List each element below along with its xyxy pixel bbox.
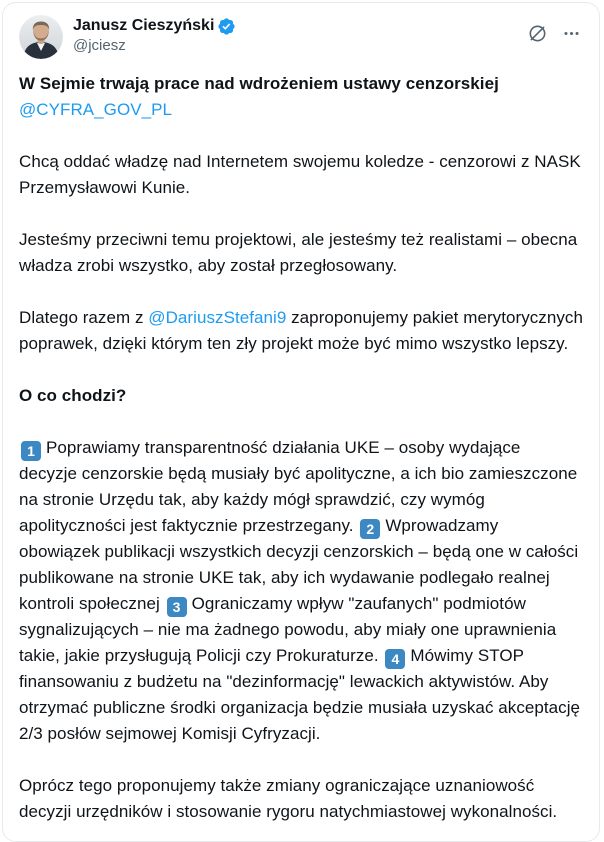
- point-4-text: Mówimy STOP finansowaniu z budżetu na "dezinformację" lewackich aktywistów. Aby otrzymać publiczne środki organizacja będzie musiała uzyskać akceptację 2/3 posłów sejmowej Komisji Cyfryzacji.: [19, 646, 581, 743]
- point-3-text: Ograniczamy wpływ "zaufanych" podmiotów sygnalizujących – nie ma żadnego powodu, aby miały one uprawnienia takie, jakie przysługują Policji czy Prokuraturze.: [19, 594, 557, 665]
- mention-cyfra-gov-pl[interactable]: @CYFRA_GOV_PL: [19, 100, 173, 119]
- section-heading: O co chodzi?: [19, 386, 127, 405]
- mention-dariusz-stefani[interactable]: @DariuszStefani9: [148, 308, 287, 327]
- tweet-card: [2, 2, 600, 842]
- display-name[interactable]: Janusz Cieszyński: [73, 17, 215, 34]
- keycap-4-icon: 4: [385, 649, 405, 669]
- tweet-paragraph-1: Chcą oddać władzę nad Internetem swojemu koledze - cenzorowi z NASK Przemysławowi Kunie.: [19, 152, 581, 197]
- tweet-body: [19, 71, 583, 825]
- tweet-header: [19, 15, 583, 59]
- user-block: [73, 15, 527, 56]
- more-ellipsis-icon[interactable]: [562, 24, 581, 43]
- keycap-3-icon: 3: [167, 597, 187, 617]
- paragraph-3-text-before: Dlatego razem z: [19, 308, 149, 327]
- tweet-paragraph-2: Jesteśmy przeciwni temu projektowi, ale jesteśmy też realistami – obecna władza zrobi wszystko, aby został przegłosowany.: [19, 230, 578, 275]
- user-handle[interactable]: @jciesz: [73, 37, 126, 54]
- tweet-closing-paragraph: Oprócz tego proponujemy także zmiany ograniczające uznaniowość decyzji urzędników i stosowanie rygoru natychmiastowej wykonalności.: [19, 776, 558, 821]
- header-actions: [527, 15, 581, 44]
- keycap-2-icon: 2: [360, 519, 380, 539]
- avatar[interactable]: [19, 15, 63, 59]
- tweet-headline: W Sejmie trwają prace nad wdrożeniem ustawy cenzorskiej: [19, 74, 499, 93]
- tweet-paragraph-3: [19, 305, 583, 357]
- avatar-image: [19, 15, 63, 59]
- point-1-text: Poprawiamy transparentność działania UKE – osoby wydające decyzje cenzorskie będą musiały być apolityczne, a ich bio zamieszczone na stronie Urzędu tak, aby każdy mógł sprawdzić, czy wymóg apolityczności jest faktycznie przestrzegany.: [19, 438, 578, 535]
- keycap-1-icon: 1: [21, 441, 41, 461]
- tweet-headline-block: [19, 71, 583, 123]
- verified-badge-icon: [217, 17, 236, 36]
- point-2-text: Wprowadzamy obowiązek publikacji wszystkich decyzji cenzorskich – będą one w całości publikowane na stronie UKE tak, aby ich wydawanie podlegało realnej kontroli społecznej: [19, 516, 579, 613]
- grok-icon[interactable]: [527, 23, 548, 44]
- paragraph-3-text-after: zaproponujemy pakiet merytorycznych poprawek, dzięki którym ten zły projekt może być mimo wszystko lepszy.: [19, 308, 583, 353]
- points-list: [19, 435, 583, 747]
